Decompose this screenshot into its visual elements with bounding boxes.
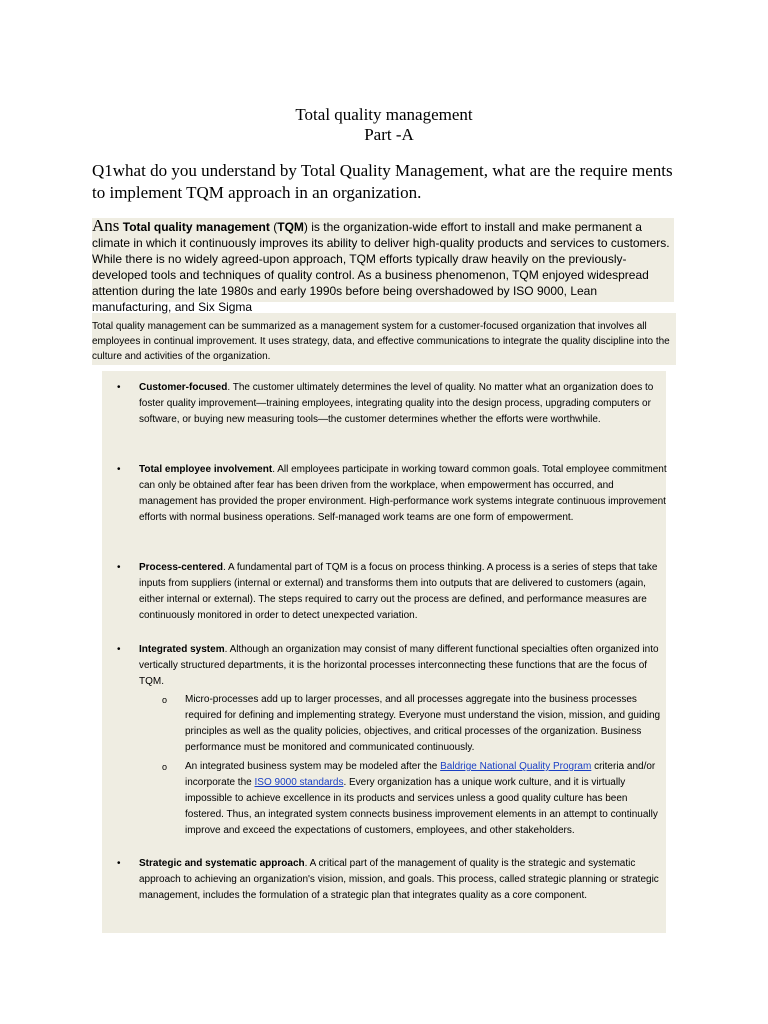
- sub-bullet-text: criteria and/or incorporate the: [185, 761, 656, 788]
- answer-prefix: Ans: [92, 216, 120, 235]
- bullet-term: Customer-focused: [139, 382, 228, 393]
- bullet-customer-focused: [139, 380, 667, 428]
- sub-bullet-integrated-business-system: [185, 759, 663, 839]
- bullet-term: Process-centered: [139, 562, 223, 573]
- bullet-text: . A critical part of the management of quality is the strategic and systematic approach to achieving an organization's vision, mission, and goals. This process, called strategic planning or strategic management, includes the formulation of a strategic plan that integrates quality as a core component.: [139, 858, 659, 901]
- bullet-term: Strategic and systematic approach: [139, 858, 305, 869]
- question-text: Q1what do you understand by Total Quality Management, what are the require ments to implement TQM approach in an organization.: [92, 161, 673, 202]
- bullet-marker: •: [117, 562, 121, 573]
- answer-paragraph: [92, 218, 674, 315]
- bullet-text: . A fundamental part of TQM is a focus on process thinking. A process is a series of steps that take inputs from suppliers (internal or external) and transforms them into outputs that are delivered to customers (again, either internal or external). The steps required to carry out the process are defined, and performance measures are continuously monitored in order to detect unexpected variation.: [139, 562, 658, 621]
- bullet-marker: •: [117, 464, 121, 475]
- bullet-marker: •: [117, 644, 121, 655]
- bullet-text: . All employees participate in working toward common goals. Total employee commitment can only be obtained after fear has been driven from the workplace, when empowerment has occurred, and management has provided the proper environment. High-performance work systems integrate continuous improvement efforts with normal business operations. Self-managed work teams are one form of empowerment.: [139, 464, 667, 523]
- bullet-strategic-approach: [139, 856, 667, 904]
- bullet-term: Total employee involvement: [139, 464, 273, 475]
- answer-term: Total quality management: [122, 220, 270, 234]
- sub-bullet-text: . Every organization has a unique work culture, and it is virtually impossible to achieve excellence in its products and services unless a good quality culture has been fostered. Thus, an integrated system connects business improvement elements in an attempt to continually improve and exceed the expectations of customers, employees, and other stakeholders.: [185, 777, 658, 836]
- sub-bullet-marker: o: [162, 762, 168, 772]
- bullet-marker: •: [117, 858, 121, 869]
- bullet-marker: •: [117, 382, 121, 393]
- baldrige-link[interactable]: Baldrige National Quality Program: [440, 761, 592, 772]
- sub-bullet-text: An integrated business system may be modeled after the: [185, 761, 441, 772]
- bullet-text: . The customer ultimately determines the level of quality. No matter what an organization does to foster quality improvement—training employees, integrating quality into the design process, upgrading computers or software, or buying new measuring tools—the customer determines whether the efforts were worthwhile.: [139, 382, 654, 425]
- bullet-term: Integrated system: [139, 644, 225, 655]
- sub-bullet-micro-processes: Micro-processes add up to larger processes, and all processes aggregate into the business processes required for defining and implementing strategy. Everyone must understand the vision, mission, and guiding principles as well as the quality policies, objectives, and critical processes of the organization. Business performance must be monitored and communicated continuously.: [185, 694, 661, 753]
- answer-body: ) is the organization-wide effort to install and make permanent a climate in which it continuously improves its ability to deliver high-quality products and services to customers. While there is no widely agreed-upon approach, TQM efforts typically draw heavily on the previously-developed tools and techniques of quality control. As a business phenomenon, TQM enjoyed widespread attention during the late 1980s and early 1990s before being overshadowed by ISO 9000, Lean manufacturing, and Six Sigma: [92, 220, 670, 314]
- bullet-integrated-system: [139, 642, 667, 690]
- answer-paren: (: [269, 220, 278, 234]
- bullet-employee-involvement: [139, 462, 667, 526]
- document-subtitle: Part -A: [364, 125, 414, 144]
- bullet-text: . Although an organization may consist of many different functional specialties often organized into vertically structured departments, it is the horizontal processes interconnecting these functions that are the focus of TQM.: [139, 644, 659, 687]
- bullet-process-centered: [139, 560, 667, 624]
- sub-bullet-marker: o: [162, 695, 168, 705]
- document-title: Total quality management: [295, 105, 473, 124]
- summary-paragraph: Total quality management can be summarized as a management system for a customer-focused organization that involves all employees in continual improvement. It uses strategy, data, and effective communications to integrate the quality discipline into the culture and activities of the organization.: [92, 321, 670, 362]
- answer-acronym: TQM: [277, 220, 304, 234]
- iso-9000-link[interactable]: ISO 9000 standards: [254, 777, 344, 788]
